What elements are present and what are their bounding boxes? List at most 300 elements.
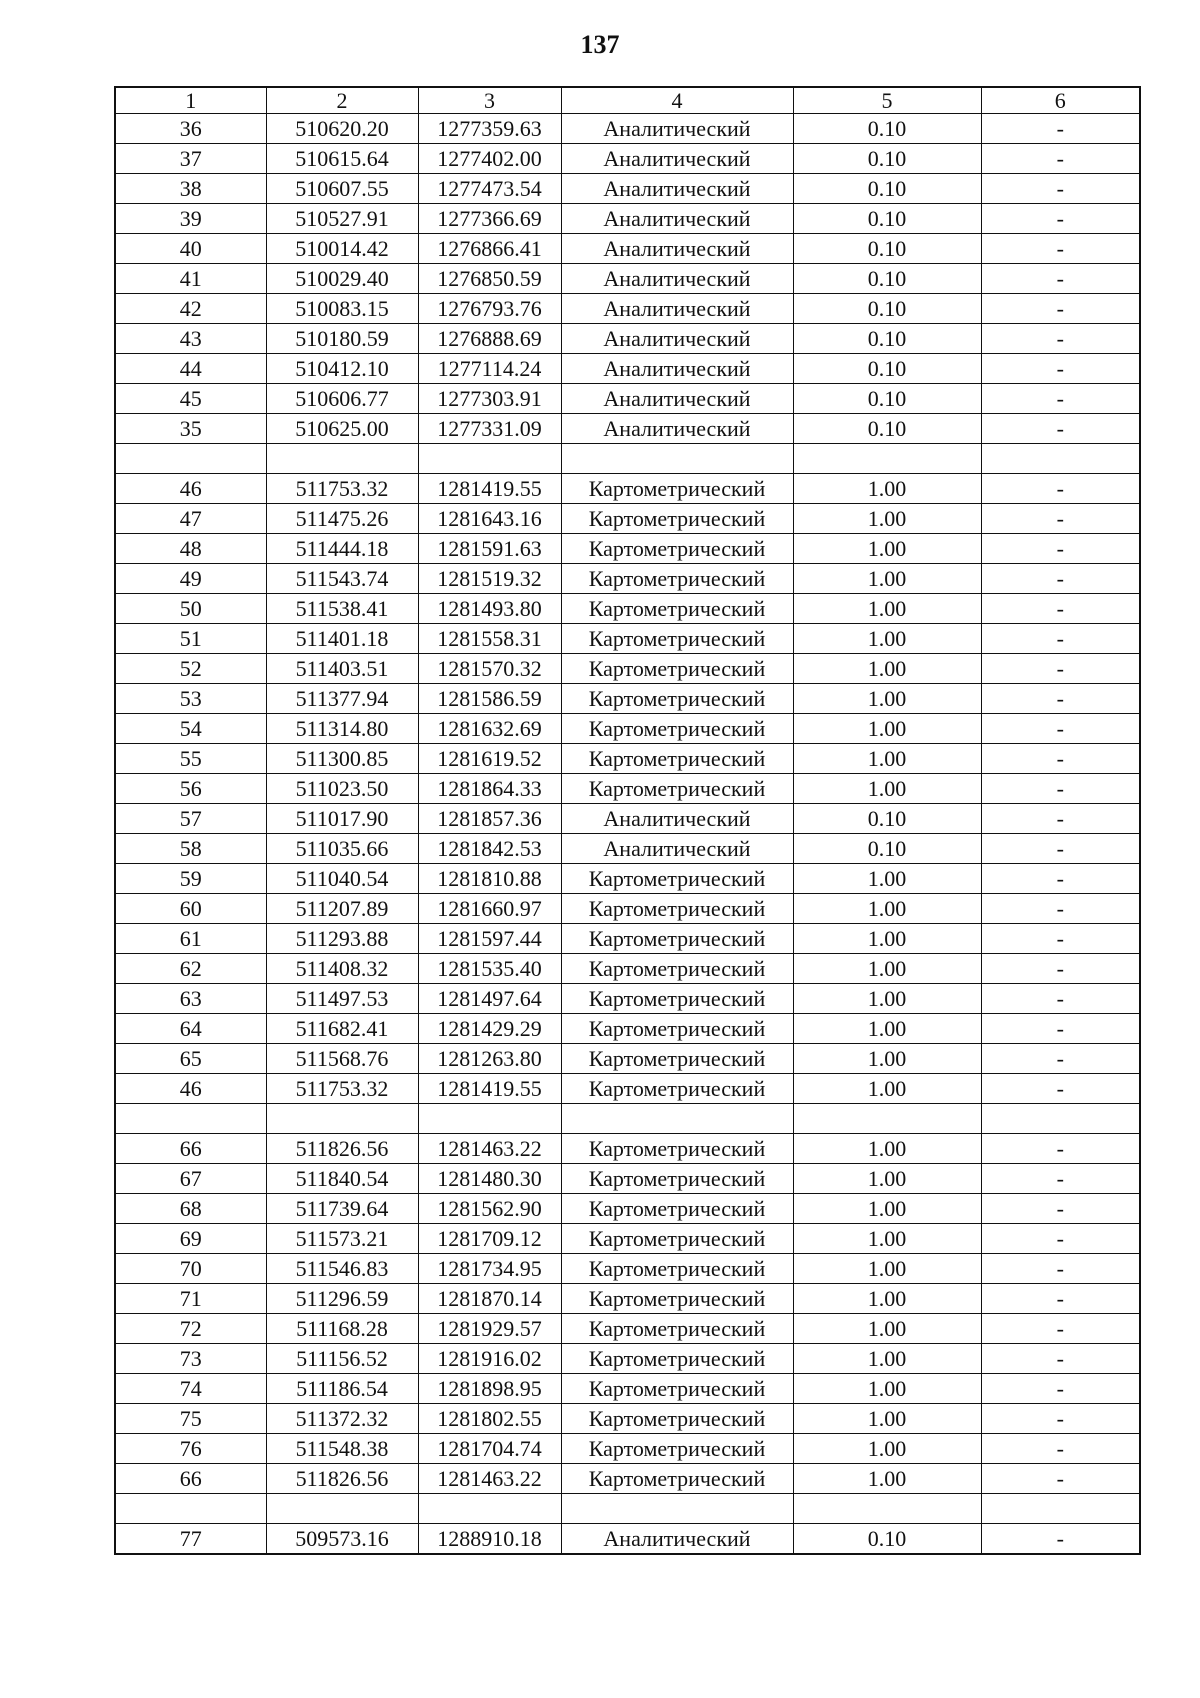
note-cell: -: [981, 1044, 1140, 1074]
note-cell: -: [981, 1434, 1140, 1464]
y-coordinate-cell: 1277366.69: [418, 204, 561, 234]
y-coordinate-cell: 1277473.54: [418, 174, 561, 204]
x-coordinate-cell: 511568.76: [266, 1044, 418, 1074]
accuracy-cell: 1.00: [793, 1374, 981, 1404]
x-coordinate-cell: 511300.85: [266, 744, 418, 774]
x-coordinate-cell: 511826.56: [266, 1134, 418, 1164]
accuracy-cell: 0.10: [793, 834, 981, 864]
y-coordinate-cell: 1281429.29: [418, 1014, 561, 1044]
x-coordinate-cell: 511497.53: [266, 984, 418, 1014]
note-cell: -: [981, 504, 1140, 534]
y-coordinate-cell: 1281709.12: [418, 1224, 561, 1254]
table-row: [115, 324, 1140, 354]
method-cell: Аналитический: [561, 294, 793, 324]
note-cell: -: [981, 1374, 1140, 1404]
table-row: [115, 354, 1140, 384]
point-number-cell: 54: [115, 714, 266, 744]
x-coordinate-cell: 511156.52: [266, 1344, 418, 1374]
table-row: [115, 774, 1140, 804]
note-cell: -: [981, 714, 1140, 744]
note-cell: -: [981, 1464, 1140, 1494]
point-number-cell: 50: [115, 594, 266, 624]
y-coordinate-cell: 1281864.33: [418, 774, 561, 804]
point-number-cell: 71: [115, 1284, 266, 1314]
table-row: [115, 504, 1140, 534]
separator-row: [115, 1104, 1140, 1134]
table-row: [115, 984, 1140, 1014]
column-header-4: 4: [561, 87, 793, 114]
note-cell: -: [981, 114, 1140, 144]
note-cell: -: [981, 324, 1140, 354]
method-cell: Картометрический: [561, 1284, 793, 1314]
method-cell: Картометрический: [561, 684, 793, 714]
method-cell: Аналитический: [561, 414, 793, 444]
header-row: [115, 87, 1140, 114]
y-coordinate-cell: 1281597.44: [418, 924, 561, 954]
accuracy-cell: 1.00: [793, 894, 981, 924]
x-coordinate-cell: 511444.18: [266, 534, 418, 564]
method-cell: Аналитический: [561, 834, 793, 864]
x-coordinate-cell: 511035.66: [266, 834, 418, 864]
accuracy-cell: 1.00: [793, 864, 981, 894]
table-row: [115, 1224, 1140, 1254]
method-cell: Картометрический: [561, 624, 793, 654]
accuracy-cell: 1.00: [793, 1134, 981, 1164]
note-cell: -: [981, 1224, 1140, 1254]
table-row: [115, 234, 1140, 264]
point-number-cell: 44: [115, 354, 266, 384]
y-coordinate-cell: 1281263.80: [418, 1044, 561, 1074]
method-cell: Картометрический: [561, 1014, 793, 1044]
note-cell: -: [981, 744, 1140, 774]
table-row: [115, 114, 1140, 144]
x-coordinate-cell: 511377.94: [266, 684, 418, 714]
point-number-cell: [115, 1104, 266, 1134]
x-coordinate-cell: 510029.40: [266, 264, 418, 294]
table-row: [115, 714, 1140, 744]
point-number-cell: 67: [115, 1164, 266, 1194]
accuracy-cell: [793, 444, 981, 474]
method-cell: Аналитический: [561, 324, 793, 354]
method-cell: Аналитический: [561, 354, 793, 384]
note-cell: -: [981, 1314, 1140, 1344]
y-coordinate-cell: 1281419.55: [418, 474, 561, 504]
table-row: [115, 954, 1140, 984]
accuracy-cell: 0.10: [793, 144, 981, 174]
accuracy-cell: 0.10: [793, 234, 981, 264]
x-coordinate-cell: 511186.54: [266, 1374, 418, 1404]
x-coordinate-cell: 511573.21: [266, 1224, 418, 1254]
note-cell: [981, 1494, 1140, 1524]
point-number-cell: 42: [115, 294, 266, 324]
y-coordinate-cell: 1281916.02: [418, 1344, 561, 1374]
y-coordinate-cell: 1281842.53: [418, 834, 561, 864]
accuracy-cell: 1.00: [793, 1194, 981, 1224]
x-coordinate-cell: 511403.51: [266, 654, 418, 684]
accuracy-cell: [793, 1104, 981, 1134]
accuracy-cell: 0.10: [793, 1524, 981, 1555]
y-coordinate-cell: [418, 444, 561, 474]
note-cell: -: [981, 1164, 1140, 1194]
y-coordinate-cell: 1288910.18: [418, 1524, 561, 1555]
page-number: 137: [580, 30, 620, 59]
table-row: [115, 534, 1140, 564]
y-coordinate-cell: 1281570.32: [418, 654, 561, 684]
note-cell: -: [981, 234, 1140, 264]
x-coordinate-cell: 510083.15: [266, 294, 418, 324]
y-coordinate-cell: 1281558.31: [418, 624, 561, 654]
note-cell: -: [981, 1524, 1140, 1555]
x-coordinate-cell: [266, 444, 418, 474]
accuracy-cell: 1.00: [793, 1224, 981, 1254]
point-number-cell: 48: [115, 534, 266, 564]
table-row: [115, 1194, 1140, 1224]
note-cell: -: [981, 1404, 1140, 1434]
x-coordinate-cell: 510615.64: [266, 144, 418, 174]
point-number-cell: [115, 1494, 266, 1524]
method-cell: Картометрический: [561, 1074, 793, 1104]
accuracy-cell: 0.10: [793, 114, 981, 144]
column-header-6: 6: [981, 87, 1140, 114]
method-cell: Картометрический: [561, 1314, 793, 1344]
table-row: [115, 1524, 1140, 1555]
y-coordinate-cell: 1277114.24: [418, 354, 561, 384]
accuracy-cell: 1.00: [793, 504, 981, 534]
y-coordinate-cell: 1281857.36: [418, 804, 561, 834]
note-cell: -: [981, 1134, 1140, 1164]
table-row: [115, 144, 1140, 174]
method-cell: Картометрический: [561, 954, 793, 984]
note-cell: -: [981, 894, 1140, 924]
x-coordinate-cell: 510606.77: [266, 384, 418, 414]
x-coordinate-cell: 511207.89: [266, 894, 418, 924]
point-number-cell: 62: [115, 954, 266, 984]
note-cell: -: [981, 384, 1140, 414]
note-cell: -: [981, 174, 1140, 204]
note-cell: -: [981, 1194, 1140, 1224]
table-row: [115, 1074, 1140, 1104]
accuracy-cell: 1.00: [793, 1404, 981, 1434]
point-number-cell: 45: [115, 384, 266, 414]
accuracy-cell: 0.10: [793, 204, 981, 234]
table-header: [115, 87, 1140, 114]
column-header-3: 3: [418, 87, 561, 114]
x-coordinate-cell: 511372.32: [266, 1404, 418, 1434]
table-row: [115, 924, 1140, 954]
y-coordinate-cell: 1281802.55: [418, 1404, 561, 1434]
note-cell: -: [981, 684, 1140, 714]
x-coordinate-cell: 510180.59: [266, 324, 418, 354]
method-cell: Картометрический: [561, 774, 793, 804]
y-coordinate-cell: 1281463.22: [418, 1464, 561, 1494]
y-coordinate-cell: 1281480.30: [418, 1164, 561, 1194]
method-cell: Картометрический: [561, 1344, 793, 1374]
y-coordinate-cell: 1281586.59: [418, 684, 561, 714]
accuracy-cell: 1.00: [793, 564, 981, 594]
x-coordinate-cell: 511293.88: [266, 924, 418, 954]
accuracy-cell: 1.00: [793, 1314, 981, 1344]
note-cell: -: [981, 594, 1140, 624]
accuracy-cell: 0.10: [793, 804, 981, 834]
separator-row: [115, 444, 1140, 474]
note-cell: [981, 1104, 1140, 1134]
method-cell: [561, 1104, 793, 1134]
method-cell: Картометрический: [561, 504, 793, 534]
table-row: [115, 1374, 1140, 1404]
point-number-cell: 47: [115, 504, 266, 534]
x-coordinate-cell: 510412.10: [266, 354, 418, 384]
x-coordinate-cell: [266, 1494, 418, 1524]
table-row: [115, 624, 1140, 654]
accuracy-cell: 0.10: [793, 414, 981, 444]
note-cell: -: [981, 864, 1140, 894]
table-row: [115, 414, 1140, 444]
note-cell: -: [981, 564, 1140, 594]
x-coordinate-cell: 510620.20: [266, 114, 418, 144]
note-cell: -: [981, 1014, 1140, 1044]
y-coordinate-cell: 1281519.32: [418, 564, 561, 594]
table-row: [115, 1044, 1140, 1074]
y-coordinate-cell: 1276888.69: [418, 324, 561, 354]
accuracy-cell: 1.00: [793, 1434, 981, 1464]
accuracy-cell: 1.00: [793, 474, 981, 504]
y-coordinate-cell: 1281704.74: [418, 1434, 561, 1464]
table-row: [115, 564, 1140, 594]
point-number-cell: 75: [115, 1404, 266, 1434]
x-coordinate-cell: 511296.59: [266, 1284, 418, 1314]
point-number-cell: 73: [115, 1344, 266, 1374]
method-cell: Аналитический: [561, 174, 793, 204]
accuracy-cell: 0.10: [793, 354, 981, 384]
point-number-cell: 63: [115, 984, 266, 1014]
table-body: [115, 114, 1140, 1555]
point-number-cell: 39: [115, 204, 266, 234]
y-coordinate-cell: 1276850.59: [418, 264, 561, 294]
point-number-cell: 76: [115, 1434, 266, 1464]
accuracy-cell: 0.10: [793, 324, 981, 354]
table-row: [115, 1404, 1140, 1434]
method-cell: Картометрический: [561, 1044, 793, 1074]
accuracy-cell: 0.10: [793, 294, 981, 324]
table-row: [115, 804, 1140, 834]
x-coordinate-cell: 510527.91: [266, 204, 418, 234]
x-coordinate-cell: 511739.64: [266, 1194, 418, 1224]
table-row: [115, 744, 1140, 774]
accuracy-cell: 1.00: [793, 1464, 981, 1494]
table-row: [115, 294, 1140, 324]
method-cell: Картометрический: [561, 1254, 793, 1284]
accuracy-cell: 1.00: [793, 954, 981, 984]
accuracy-cell: 1.00: [793, 1284, 981, 1314]
accuracy-cell: 0.10: [793, 264, 981, 294]
x-coordinate-cell: 510625.00: [266, 414, 418, 444]
table-row: [115, 174, 1140, 204]
method-cell: Картометрический: [561, 534, 793, 564]
accuracy-cell: 1.00: [793, 1344, 981, 1374]
method-cell: Картометрический: [561, 654, 793, 684]
x-coordinate-cell: 510607.55: [266, 174, 418, 204]
table-row: [115, 684, 1140, 714]
column-header-5: 5: [793, 87, 981, 114]
y-coordinate-cell: 1277402.00: [418, 144, 561, 174]
x-coordinate-cell: 511753.32: [266, 474, 418, 504]
table-row: [115, 264, 1140, 294]
y-coordinate-cell: 1281660.97: [418, 894, 561, 924]
method-cell: Аналитический: [561, 1524, 793, 1555]
method-cell: Картометрический: [561, 1134, 793, 1164]
accuracy-cell: 1.00: [793, 714, 981, 744]
point-number-cell: 38: [115, 174, 266, 204]
y-coordinate-cell: 1277359.63: [418, 114, 561, 144]
point-number-cell: 65: [115, 1044, 266, 1074]
accuracy-cell: 1.00: [793, 1044, 981, 1074]
method-cell: Аналитический: [561, 384, 793, 414]
separator-row: [115, 1494, 1140, 1524]
point-number-cell: 66: [115, 1464, 266, 1494]
method-cell: Картометрический: [561, 1404, 793, 1434]
point-number-cell: 68: [115, 1194, 266, 1224]
y-coordinate-cell: 1281535.40: [418, 954, 561, 984]
note-cell: -: [981, 294, 1140, 324]
y-coordinate-cell: 1281632.69: [418, 714, 561, 744]
y-coordinate-cell: 1277303.91: [418, 384, 561, 414]
table-row: [115, 204, 1140, 234]
accuracy-cell: 1.00: [793, 924, 981, 954]
note-cell: -: [981, 1284, 1140, 1314]
x-coordinate-cell: 511543.74: [266, 564, 418, 594]
accuracy-cell: [793, 1494, 981, 1524]
x-coordinate-cell: 511682.41: [266, 1014, 418, 1044]
method-cell: Картометрический: [561, 1224, 793, 1254]
accuracy-cell: 1.00: [793, 1254, 981, 1284]
y-coordinate-cell: 1281591.63: [418, 534, 561, 564]
table-row: [115, 1284, 1140, 1314]
y-coordinate-cell: [418, 1494, 561, 1524]
note-cell: [981, 444, 1140, 474]
x-coordinate-cell: 511548.38: [266, 1434, 418, 1464]
table-row: [115, 1134, 1140, 1164]
y-coordinate-cell: 1281643.16: [418, 504, 561, 534]
accuracy-cell: 1.00: [793, 1014, 981, 1044]
method-cell: Аналитический: [561, 204, 793, 234]
method-cell: Аналитический: [561, 144, 793, 174]
x-coordinate-cell: 511017.90: [266, 804, 418, 834]
table-row: [115, 864, 1140, 894]
table-row: [115, 1164, 1140, 1194]
x-coordinate-cell: 510014.42: [266, 234, 418, 264]
column-header-1: 1: [115, 87, 266, 114]
y-coordinate-cell: 1281493.80: [418, 594, 561, 624]
note-cell: -: [981, 204, 1140, 234]
x-coordinate-cell: 511840.54: [266, 1164, 418, 1194]
table-row: [115, 1014, 1140, 1044]
y-coordinate-cell: [418, 1104, 561, 1134]
accuracy-cell: 0.10: [793, 384, 981, 414]
method-cell: Картометрический: [561, 714, 793, 744]
accuracy-cell: 1.00: [793, 984, 981, 1014]
point-number-cell: 53: [115, 684, 266, 714]
point-number-cell: 46: [115, 474, 266, 504]
point-number-cell: 55: [115, 744, 266, 774]
method-cell: [561, 444, 793, 474]
x-coordinate-cell: 511475.26: [266, 504, 418, 534]
method-cell: Картометрический: [561, 924, 793, 954]
point-number-cell: 49: [115, 564, 266, 594]
note-cell: -: [981, 144, 1140, 174]
method-cell: Картометрический: [561, 1434, 793, 1464]
accuracy-cell: 1.00: [793, 594, 981, 624]
table-row: [115, 384, 1140, 414]
x-coordinate-cell: 511538.41: [266, 594, 418, 624]
accuracy-cell: 1.00: [793, 684, 981, 714]
point-number-cell: 40: [115, 234, 266, 264]
table-row: [115, 1254, 1140, 1284]
y-coordinate-cell: 1277331.09: [418, 414, 561, 444]
method-cell: Картометрический: [561, 864, 793, 894]
y-coordinate-cell: 1281419.55: [418, 1074, 561, 1104]
method-cell: Аналитический: [561, 234, 793, 264]
y-coordinate-cell: 1281562.90: [418, 1194, 561, 1224]
note-cell: -: [981, 354, 1140, 384]
point-number-cell: 58: [115, 834, 266, 864]
x-coordinate-cell: 511040.54: [266, 864, 418, 894]
y-coordinate-cell: 1281898.95: [418, 1374, 561, 1404]
table-row: [115, 894, 1140, 924]
x-coordinate-cell: 511023.50: [266, 774, 418, 804]
table-row: [115, 1344, 1140, 1374]
y-coordinate-cell: 1281929.57: [418, 1314, 561, 1344]
note-cell: -: [981, 954, 1140, 984]
note-cell: -: [981, 774, 1140, 804]
note-cell: -: [981, 1254, 1140, 1284]
accuracy-cell: 1.00: [793, 534, 981, 564]
point-number-cell: 43: [115, 324, 266, 354]
point-number-cell: 56: [115, 774, 266, 804]
note-cell: -: [981, 924, 1140, 954]
method-cell: Картометрический: [561, 1374, 793, 1404]
note-cell: -: [981, 984, 1140, 1014]
x-coordinate-cell: 509573.16: [266, 1524, 418, 1555]
x-coordinate-cell: 511314.80: [266, 714, 418, 744]
method-cell: Картометрический: [561, 594, 793, 624]
table-row: [115, 654, 1140, 684]
note-cell: -: [981, 834, 1140, 864]
note-cell: -: [981, 414, 1140, 444]
point-number-cell: 66: [115, 1134, 266, 1164]
table-row: [115, 1464, 1140, 1494]
y-coordinate-cell: 1281734.95: [418, 1254, 561, 1284]
point-number-cell: 57: [115, 804, 266, 834]
y-coordinate-cell: 1281870.14: [418, 1284, 561, 1314]
table-row: [115, 1314, 1140, 1344]
point-number-cell: 35: [115, 414, 266, 444]
method-cell: [561, 1494, 793, 1524]
point-number-cell: 59: [115, 864, 266, 894]
method-cell: Картометрический: [561, 894, 793, 924]
column-header-2: 2: [266, 87, 418, 114]
accuracy-cell: 1.00: [793, 1164, 981, 1194]
accuracy-cell: 1.00: [793, 774, 981, 804]
table-row: [115, 474, 1140, 504]
accuracy-cell: 0.10: [793, 174, 981, 204]
point-number-cell: 51: [115, 624, 266, 654]
method-cell: Картометрический: [561, 1464, 793, 1494]
point-number-cell: 69: [115, 1224, 266, 1254]
y-coordinate-cell: 1276866.41: [418, 234, 561, 264]
coordinates-table: [114, 86, 1141, 1555]
method-cell: Картометрический: [561, 474, 793, 504]
note-cell: -: [981, 1074, 1140, 1104]
